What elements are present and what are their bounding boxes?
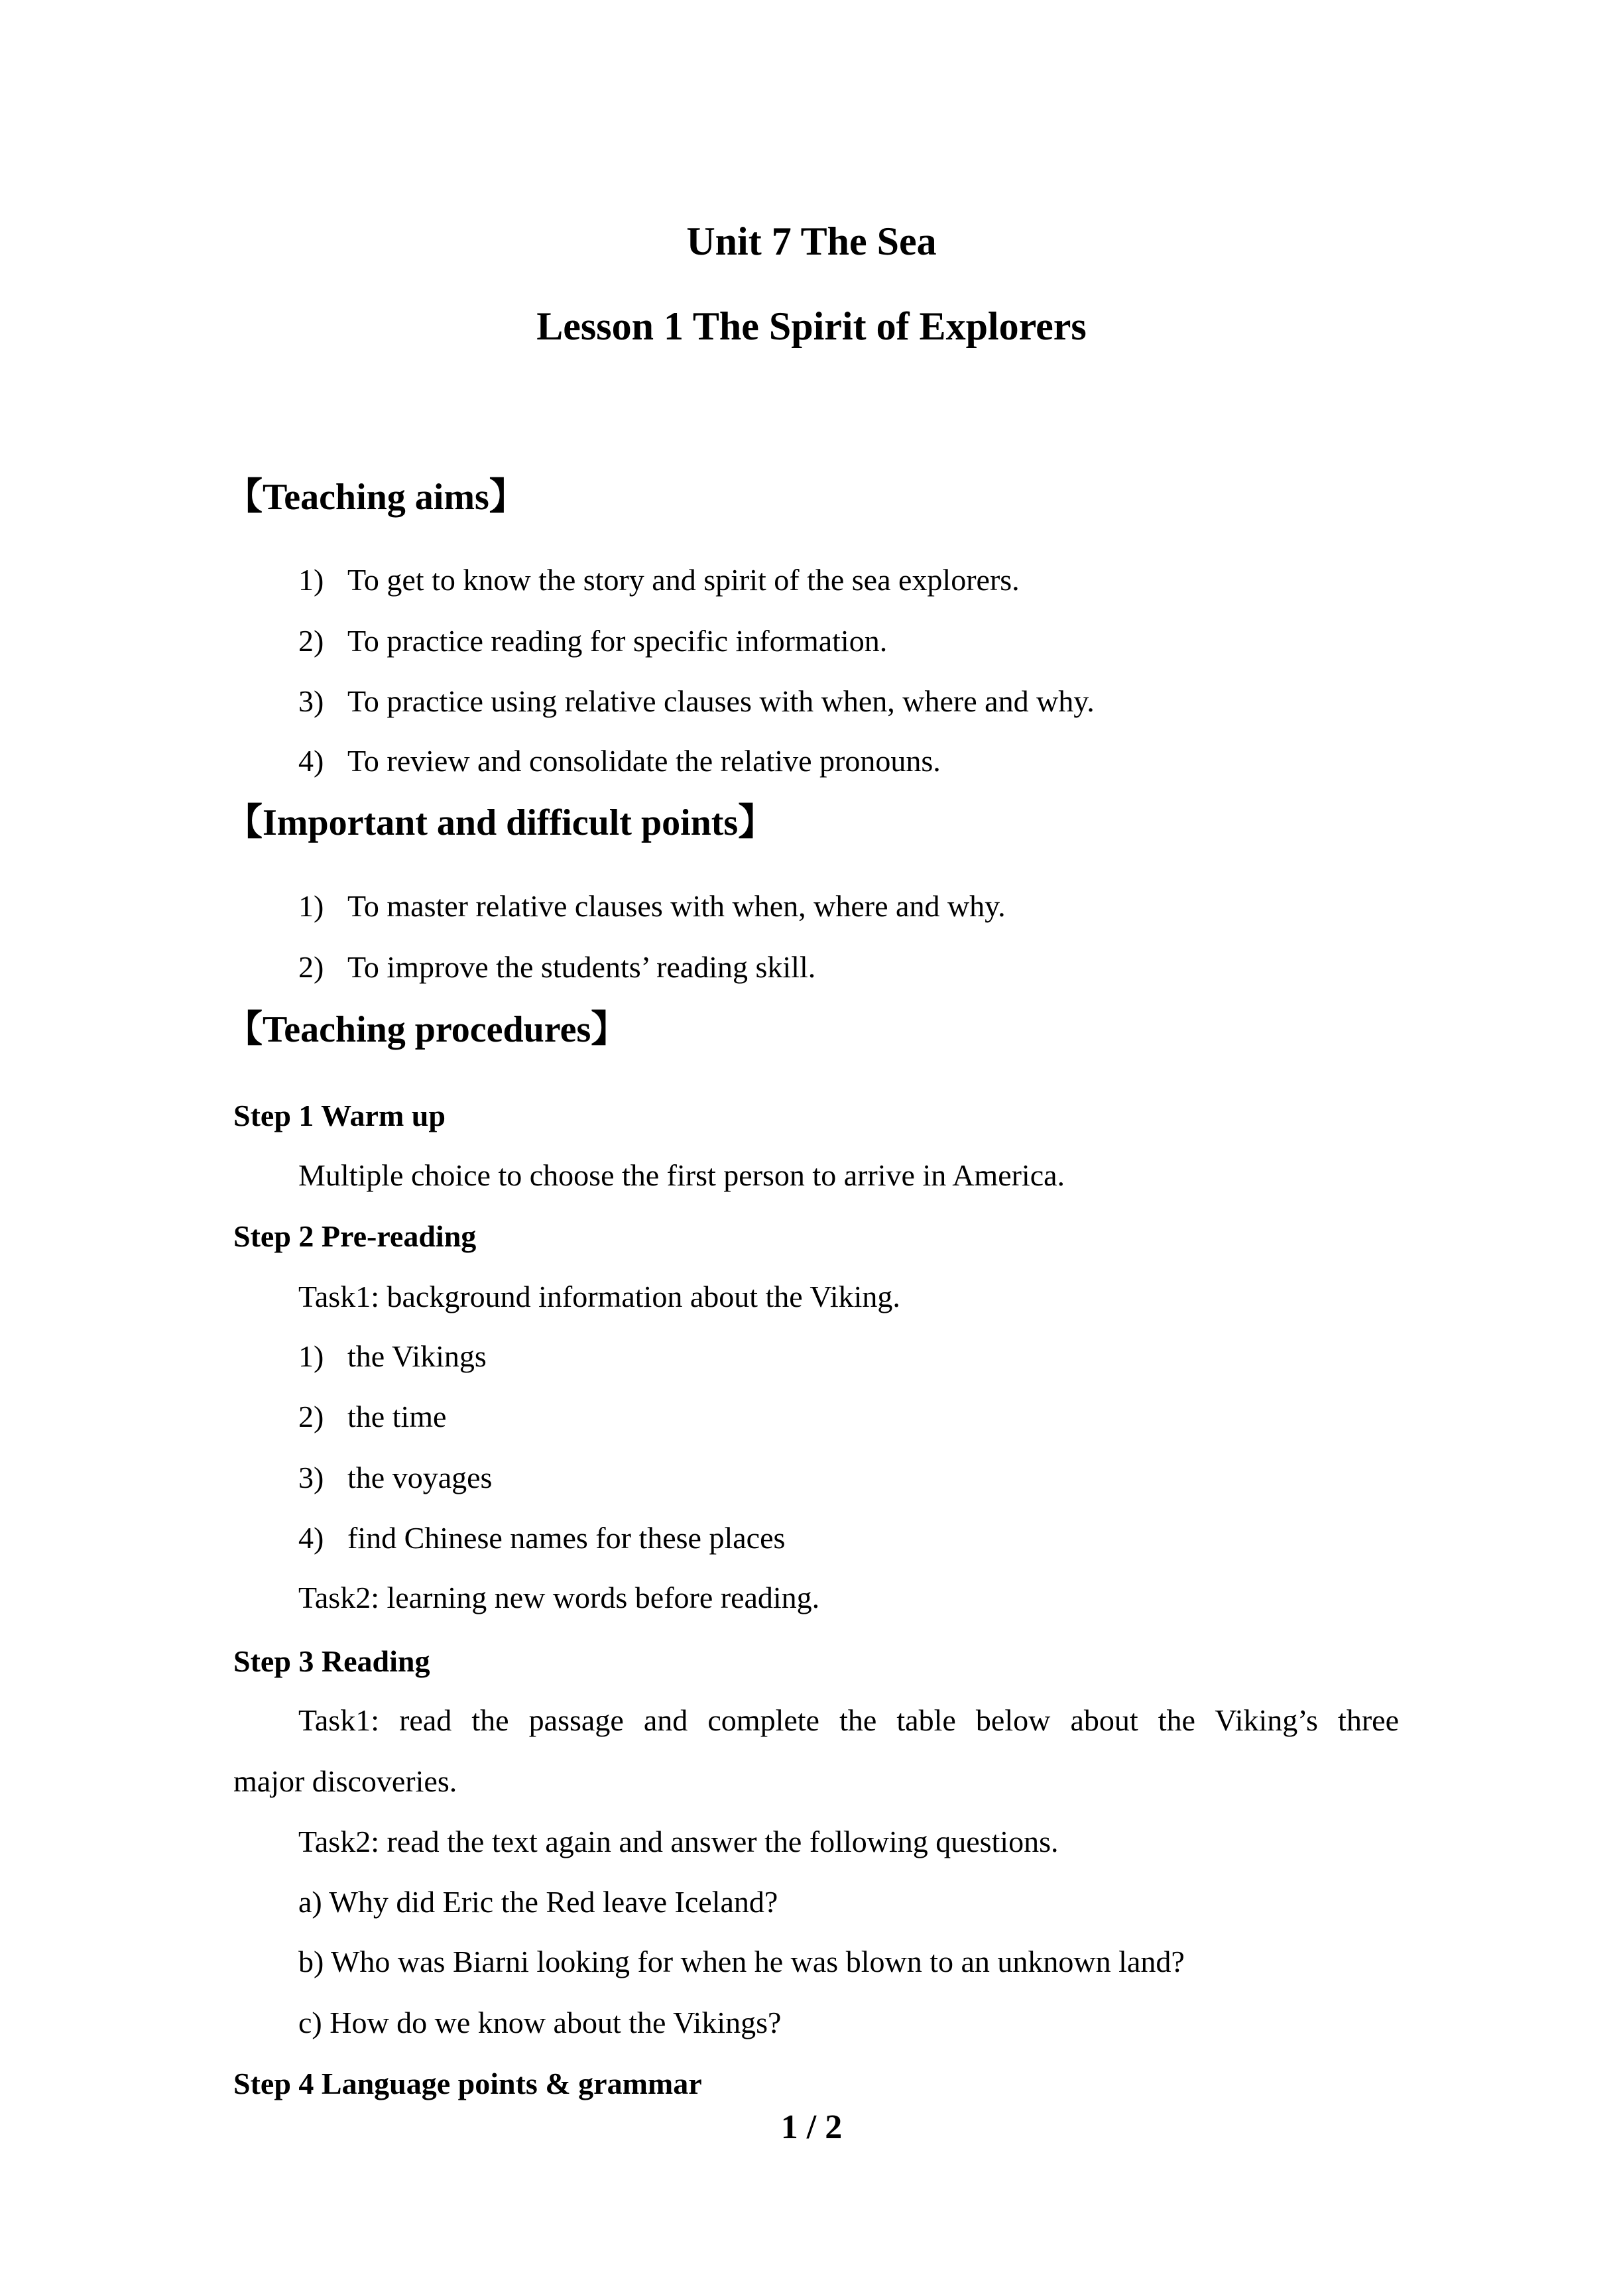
aim-item [298,565,1020,595]
step-3-question: a) Why did Eric the Red leave Iceland? [298,1885,778,1919]
point-item [298,891,1006,922]
step-2-item [298,1463,492,1493]
step-1-heading: Step 1 Warm up [233,1099,446,1132]
aim-number: 4) [298,744,324,778]
step-2-heading: Step 2 Pre-reading [233,1219,477,1253]
step-2-item [298,1341,487,1372]
aim-item [298,626,887,656]
aim-text: To practice reading for specific information. [347,624,888,658]
step-2-task1: Task1: background information about the Viking. [298,1280,900,1313]
aim-number: 3) [298,684,324,718]
aim-text: To get to know the story and spirit of the sea explorers. [347,563,1020,597]
step-3-task1-line2: major discoveries. [233,1764,457,1798]
important-points-heading: 【Important and difficult points】 [225,802,776,843]
step-2-item-number: 1) [298,1339,324,1373]
step-2-item-number: 2) [298,1400,324,1433]
point-item [298,952,815,983]
step-2-item [298,1523,785,1553]
step-2-task2: Task2: learning new words before reading. [298,1581,820,1614]
aim-text: To review and consolidate the relative pronouns. [347,744,941,778]
point-number: 2) [298,950,324,984]
step-3-question: c) How do we know about the Vikings? [298,2006,782,2039]
lesson-title: Lesson 1 The Spirit of Explorers [536,304,1087,348]
step-3-task2: Task2: read the text again and answer the following questions. [298,1825,1059,1858]
page-number: 1 / 2 [780,2108,843,2146]
step-2-item-number: 3) [298,1461,324,1494]
step-3-task1-line1: Task1: read the passage and complete the table below about the Viking’s three [298,1703,1399,1737]
step-2-item-text: find Chinese names for these places [347,1521,786,1555]
step-3-question: b) Who was Biarni looking for when he was blown to an unknown land? [298,1945,1185,1978]
step-4-heading: Step 4 Language points & grammar [233,2067,702,2100]
teaching-procedures-heading: 【Teaching procedures】 [225,1009,629,1050]
aim-number: 2) [298,624,324,658]
step-2-item-number: 4) [298,1521,324,1555]
point-text: To master relative clauses with when, where and why. [347,889,1006,923]
point-text: To improve the students’ reading skill. [347,950,816,984]
point-number: 1) [298,889,324,923]
step-2-item [298,1402,446,1432]
aim-item [298,746,941,776]
step-1-text: Multiple choice to choose the first person to arrive in America. [298,1158,1065,1192]
step-2-item-text: the Vikings [347,1339,487,1373]
aim-item [298,686,1095,717]
aim-text: To practice using relative clauses with when, where and why. [347,684,1095,718]
step-2-item-text: the voyages [347,1461,493,1494]
aim-number: 1) [298,563,324,597]
unit-title: Unit 7 The Sea [686,219,937,263]
teaching-aims-heading: 【Teaching aims】 [225,477,526,518]
step-2-item-text: the time [347,1400,447,1433]
step-3-heading: Step 3 Reading [233,1644,430,1678]
